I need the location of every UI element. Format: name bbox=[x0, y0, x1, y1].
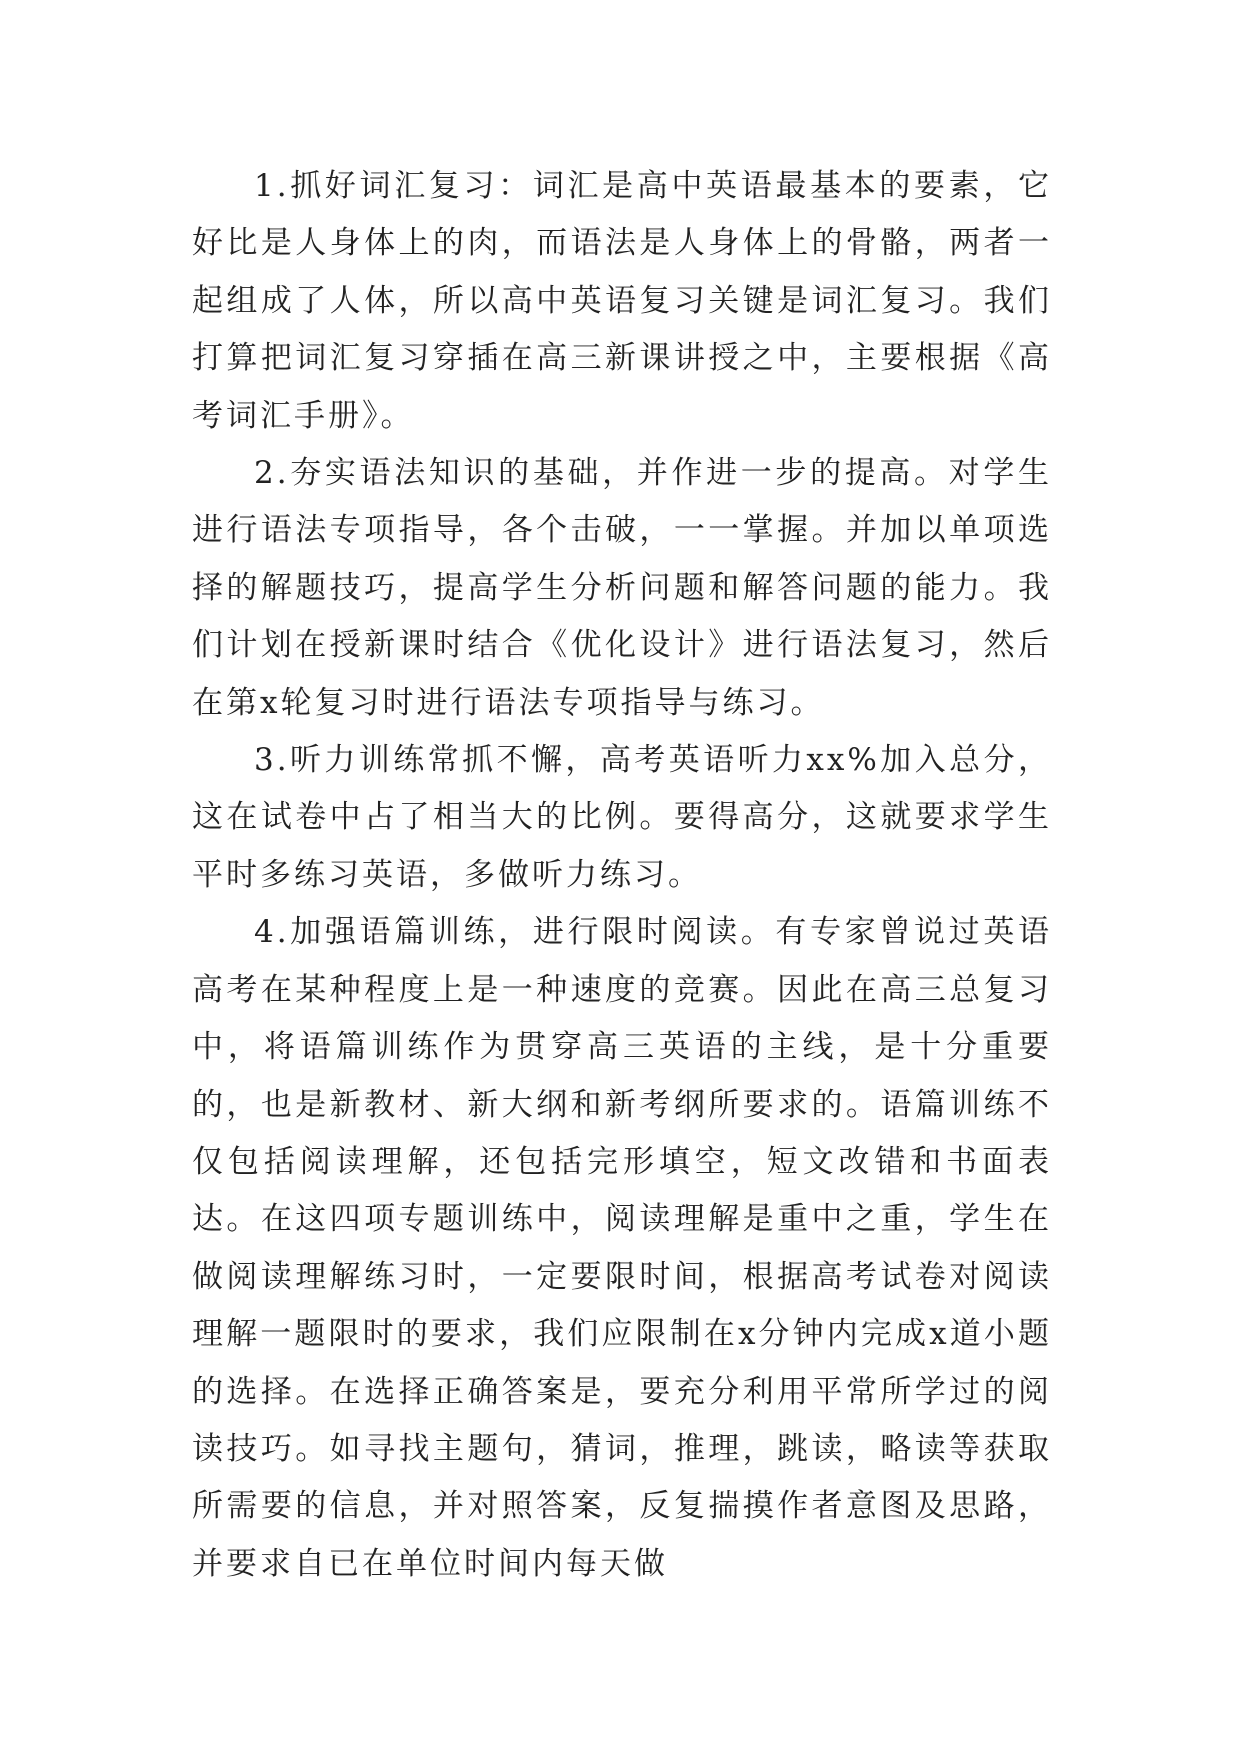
paragraph-grammar-foundation: 2.夯实语法知识的基础，并作进一步的提高。对学生进行语法专项指导，各个击破，一一掌握。并加以单项选择的解题技巧，提高学生分析问题和解答问题的能力。我们计划在授新课时结合《优化设计》进行语法复习，然后在第x轮复习时进行语法专项指导与练习。 bbox=[192, 455, 1052, 721]
paragraph-vocabulary-review: 1.抓好词汇复习：词汇是高中英语最基本的要素，它好比是人身体上的肉，而语法是人身体上的骨骼，两者一起组成了人体，所以高中英语复习关键是词汇复习。我们打算把词汇复习穿插在高三新课讲授之中，主要根据《高考词汇手册》。 bbox=[192, 168, 1052, 434]
document-body bbox=[192, 158, 1052, 1593]
paragraph-listening-training: 3.听力训练常抓不懈，高考英语听力xx%加入总分，这在试卷中占了相当大的比例。要得高分，这就要求学生平时多练习英语，多做听力练习。 bbox=[192, 742, 1052, 893]
paragraph-reading-training: 4.加强语篇训练，进行限时阅读。有专家曾说过英语高考在某种程度上是一种速度的竞赛。因此在高三总复习中，将语篇训练作为贯穿高三英语的主线，是十分重要的，也是新教材、新大纲和新考纲所要求的。语篇训练不仅包括阅读理解，还包括完形填空，短文改错和书面表达。在这四项专题训练中，阅读理解是重中之重，学生在做阅读理解练习时，一定要限时间，根据高考试卷对阅读理解一题限时的要求，我们应限制在x分钟内完成x道小题的选择。在选择正确答案是，要充分利用平常所学过的阅读技巧。如寻找主题句，猜词，推理，跳读，略读等获取所需要的信息，并对照答案，反复揣摸作者意图及思路，并要求自已在单位时间内每天做 bbox=[192, 914, 1052, 1582]
